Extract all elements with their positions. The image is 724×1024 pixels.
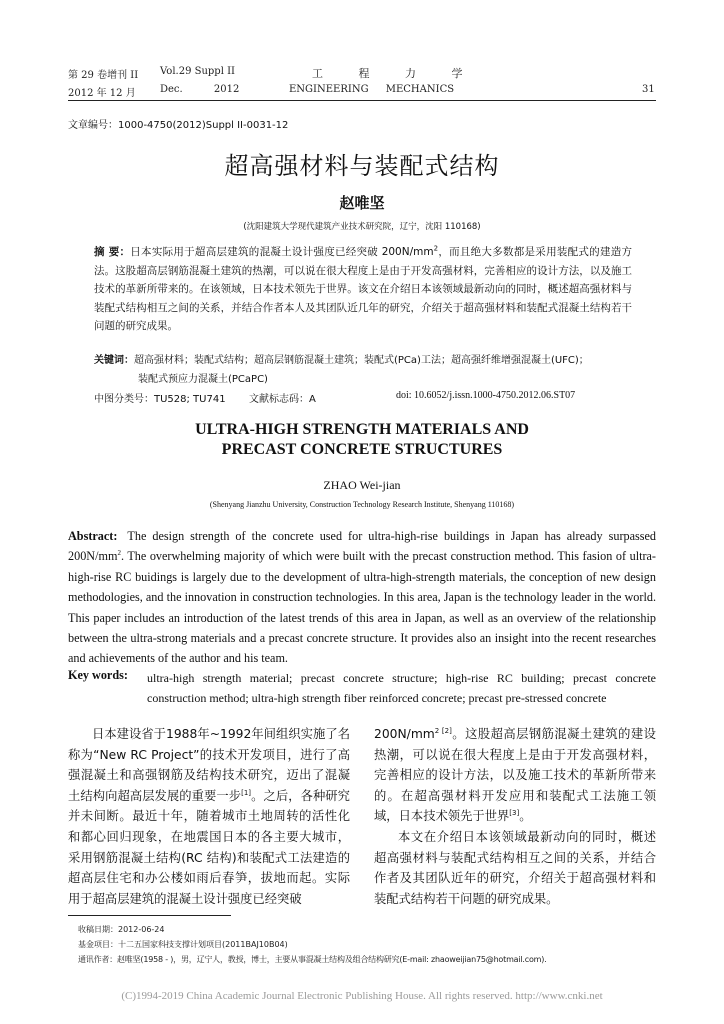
article-number: 文章编号：1000-4750(2012)Suppl II-0031-12: [68, 120, 289, 131]
header-date-en: Dec. 2012: [160, 84, 240, 95]
copyright-notice: (C)1994-2019 China Academic Journal Electronic Publishing House. All rights reserved. http://www.cnki.net: [121, 990, 603, 1002]
header-volume-en: Vol.29 Suppl II: [160, 66, 235, 77]
page-number: 31: [642, 84, 655, 95]
header-journal-en: ENGINEERING MECHANICS: [289, 84, 455, 95]
footnote-received: 收稿日期：2012-06-24: [78, 925, 165, 934]
abstract-zh-text-b: ，而且绝大多数都是采用装配式的建造方法。这股超高层钢筋混凝土建筑的热潮，可以说在很大程度上是由于开发高强材料，完善相应的设计方法，以及施工技术的革新所带来的。在该领域，日本技术领先于世界。该文在介绍日本该领域最新动向的同时，概述超高强材料与装配式结构相互之间的关系，并结合作者本人及其团队近几年的研究，介绍关于超高强材料和装配式混凝土结构若干问题的研究成果。: [94, 246, 633, 333]
abstract-en: [68, 526, 656, 669]
body-right-text-b: 。这股超高层钢筋混凝土建筑的建设热潮，可以说在很大程度上是由于开发高强材料，完善相应的设计方法，以及施工技术的革新所带来的。在超高强材料开发应用和装配式工法施工领域，日本技术领先于世界: [374, 727, 656, 824]
author-zh: 赵唯坚: [339, 194, 385, 212]
header-volume-zh: 第 29 卷增刊 II: [68, 70, 139, 81]
abstract-en-label: Abstract:: [68, 529, 118, 543]
body-right-paragraph-1: [374, 724, 656, 827]
footnote-author: 通讯作者：赵唯坚(1958 - )，男，辽宁人，教授，博士，主要从事混凝土结构及组合结构研究(E-mail: zhaoweijian75@hotmail.com).: [78, 955, 547, 964]
header-journal-zh: 工 程 力 学: [312, 67, 479, 80]
title-en-line1: ULTRA-HIGH STRENGTH MATERIALS AND: [195, 421, 529, 438]
keywords-en-line1: ultra-high strength material; precast concrete structure; high-rise RC building; precast concrete: [147, 671, 656, 685]
affiliation-en: (Shenyang Jianzhu University, Construction Technology Research Institute, Shenyang 110168): [209, 500, 515, 509]
citation-1: [1]: [241, 788, 252, 797]
keywords-zh-text-1: 超高强材料；装配式结构；超高层钢筋混凝土建筑；装配式(PCa)工法；超高强纤维增强混凝土(UFC)；: [134, 355, 589, 366]
body-right-text-c: 。: [519, 809, 532, 824]
document-code: 文献标志码：A: [249, 394, 316, 405]
abstract-zh-sup: 2: [433, 244, 439, 253]
abstract-zh-label: 摘 要：: [94, 246, 131, 258]
abstract-en-text-a: The design strength of the concrete used for ultra-high-rise buildings in Japan has already surpassed 200N/mm: [68, 529, 656, 564]
keywords-en-line2: construction method; ultra-high strength fiber reinforced concrete; precast pre-stressed concrete: [147, 691, 607, 705]
classification-number: 中图分类号：TU528; TU741: [94, 394, 226, 405]
abstract-zh: [94, 243, 632, 336]
body-left-text-a: 日本建设省于1988年~1992年间组织实施了名称为“New RC Project”的技术开发项目，进行了高强混凝土和高强钢筋及结构技术研究，迈出了混凝土结构向超高层发展的重要一步: [68, 727, 350, 803]
title-zh: 超高强材料与装配式结构: [224, 152, 500, 180]
body-left-text-b: 。之后，各种研究并未间断。最近十年，随着城市土地周转的活性化和都心回归现象，在地震国日本的各主要大城市，采用钢筋混凝土结构(RC 结构)和装配式工法建造的超高层住宅和办公楼如雨后春笋，拔地而起。实际用于超高层建筑的混凝土设计强度已经突破: [68, 788, 350, 906]
header-date-zh: 2012 年 12 月: [68, 88, 136, 99]
abstract-en-sup: 2: [117, 549, 121, 558]
keywords-zh-line1: [94, 351, 589, 366]
citation-3: [3]: [509, 809, 520, 818]
abstract-en-text-b: . The overwhelming majority of which were built with the precast construction method. This fasion of ultra-high-rise RC buidings is largely due to the development of ultra-high-strength materials, the conception of new design methodologies, and the innovation in construction technologies. In this area, Japan is the technology leader in the world. This paper includes an introduction of the latest trends of this area in Japan, as well as an overview of the relationship between the ultra-strong materials and a precast concrete structure. It provides also an insight into the recent researches and achievements of the author and his team.: [68, 549, 656, 666]
header-rule: [68, 100, 656, 101]
author-en: ZHAO Wei-jian: [323, 478, 401, 492]
doi: doi: 10.6052/j.issn.1000-4750.2012.06.ST07: [396, 390, 576, 401]
body-right-paragraph-2: 本文在介绍日本该领域最新动向的同时，概述超高强材料与装配式结构相互之间的关系，并结合作者及其团队近年的研究，介绍关于超高强材料和装配式结构若干问题的研究成果。: [374, 830, 656, 906]
citation-2: 2 [2]: [434, 726, 452, 735]
footnote-fund: 基金项目：十二五国家科技支撑计划项目(2011BAJ10B04): [78, 940, 288, 949]
body-left-column: [68, 724, 350, 909]
keywords-zh-line2: 装配式预应力混凝土(PCaPC): [138, 374, 268, 385]
footnote-rule: [68, 915, 231, 916]
body-right-text-a: 200N/mm: [374, 727, 435, 741]
keywords-en-label: Key words:: [68, 668, 128, 682]
affiliation-zh: (沈阳建筑大学现代建筑产业技术研究院，辽宁，沈阳 110168): [243, 222, 481, 232]
abstract-zh-text-a: 日本实际用于超高层建筑的混凝土设计强度已经突破 200N/mm: [130, 246, 434, 258]
title-en-line2: PRECAST CONCRETE STRUCTURES: [221, 441, 503, 458]
keywords-zh-label: 关键词：: [94, 355, 134, 366]
